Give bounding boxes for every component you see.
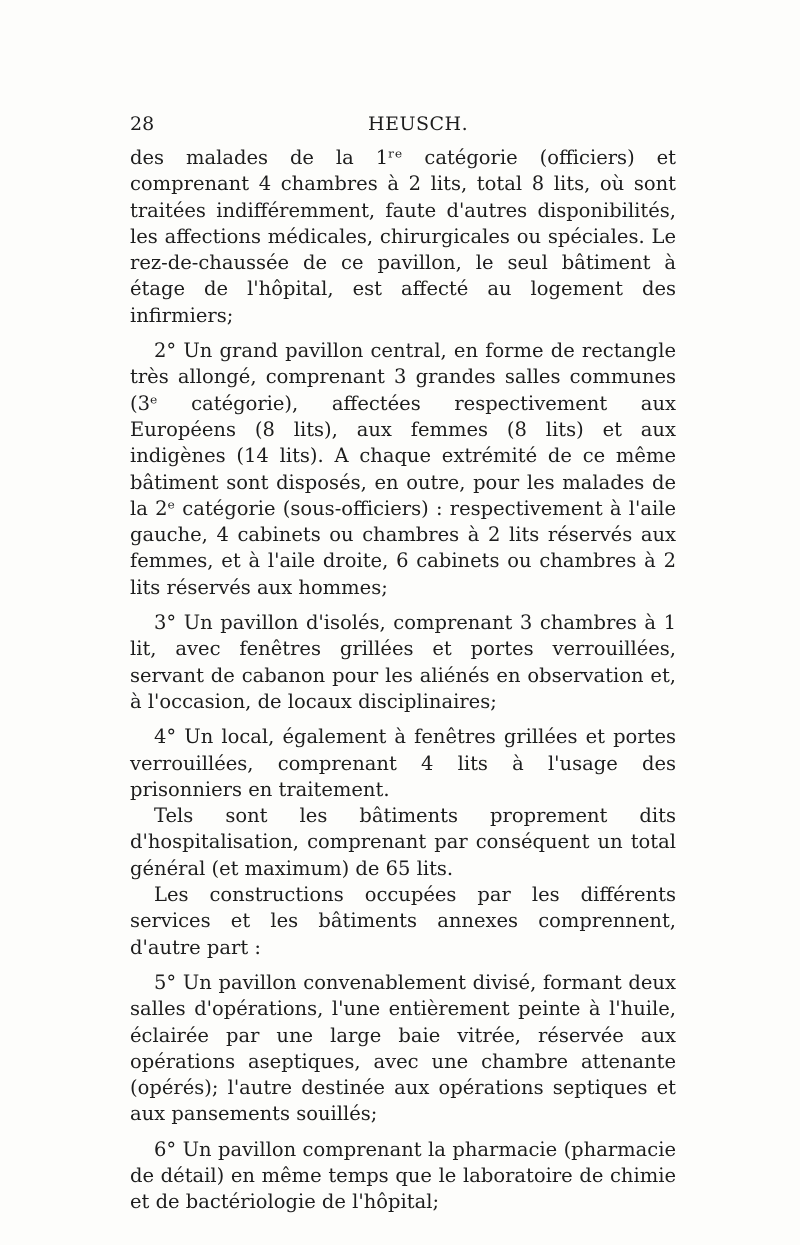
page-header <box>130 113 676 143</box>
page-number: 28 <box>130 113 155 135</box>
paragraph-item-5: 5° Un pavillon convenablement divisé, formant deux salles d'opérations, l'une entièrement peinte à l'huile, éclairée par une large baie vitrée, réservée aux opérations aseptiques, avec une chambre attenante (opérés); l'autre destinée aux opérations septiques et aux pansements souillés; <box>130 970 676 1126</box>
paragraph-item-3: 3° Un pavillon d'isolés, comprenant 3 chambres à 1 lit, avec fenêtres grillées et portes verrouillées, servant de cabanon pour les aliénés en observation et, à l'occasion, de locaux disciplinaires; <box>130 611 676 713</box>
paragraph-continuation: des malades de la 1ʳᵉ catégorie (officiers) et comprenant 4 chambres à 2 lits, total 8 lits, où sont traitées indifféremment, faute d'autres disponibilités, les affections médicales, chirurgicales ou spéciales. Le rez-de-chaussée de ce pavillon, le seul bâtiment à étage de l'hôpital, est affecté au logement des infirmiers; <box>130 146 676 327</box>
paragraph-total: Tels sont les bâtiments proprement dits d'hospitalisation, comprenant par conséquent un total général (et maximum) de 65 lits. <box>130 804 676 880</box>
paragraph-annexes: Les constructions occupées par les différents services et les bâtiments annexes comprennent, d'autre part : <box>130 883 676 959</box>
running-head: HEUSCH. <box>368 113 469 135</box>
body-text <box>130 145 676 1216</box>
paragraph-item-2: 2° Un grand pavillon central, en forme de rectangle très allongé, comprenant 3 grandes salles communes (3ᵉ catégorie), affectées respectivement aux Européens (8 lits), aux femmes (8 lits) et aux indigènes (14 lits). A chaque extrémité de ce même bâtiment sont disposés, en outre, pour les malades de la 2ᵉ catégorie (sous-officiers) : respectivement à l'aile gauche, 4 cabinets ou chambres à 2 lits réservés aux femmes, et à l'aile droite, 6 cabinets ou chambres à 2 lits réservés aux hommes; <box>130 339 676 599</box>
paragraph-item-4: 4° Un local, également à fenêtres grillées et portes verrouillées, comprenant 4 lits à l'usage des prisonniers en traitement. <box>130 725 676 801</box>
paragraph-item-6: 6° Un pavillon comprenant la pharmacie (pharmacie de détail) en même temps que le laboratoire de chimie et de bactériologie de l'hôpital; <box>130 1137 676 1214</box>
